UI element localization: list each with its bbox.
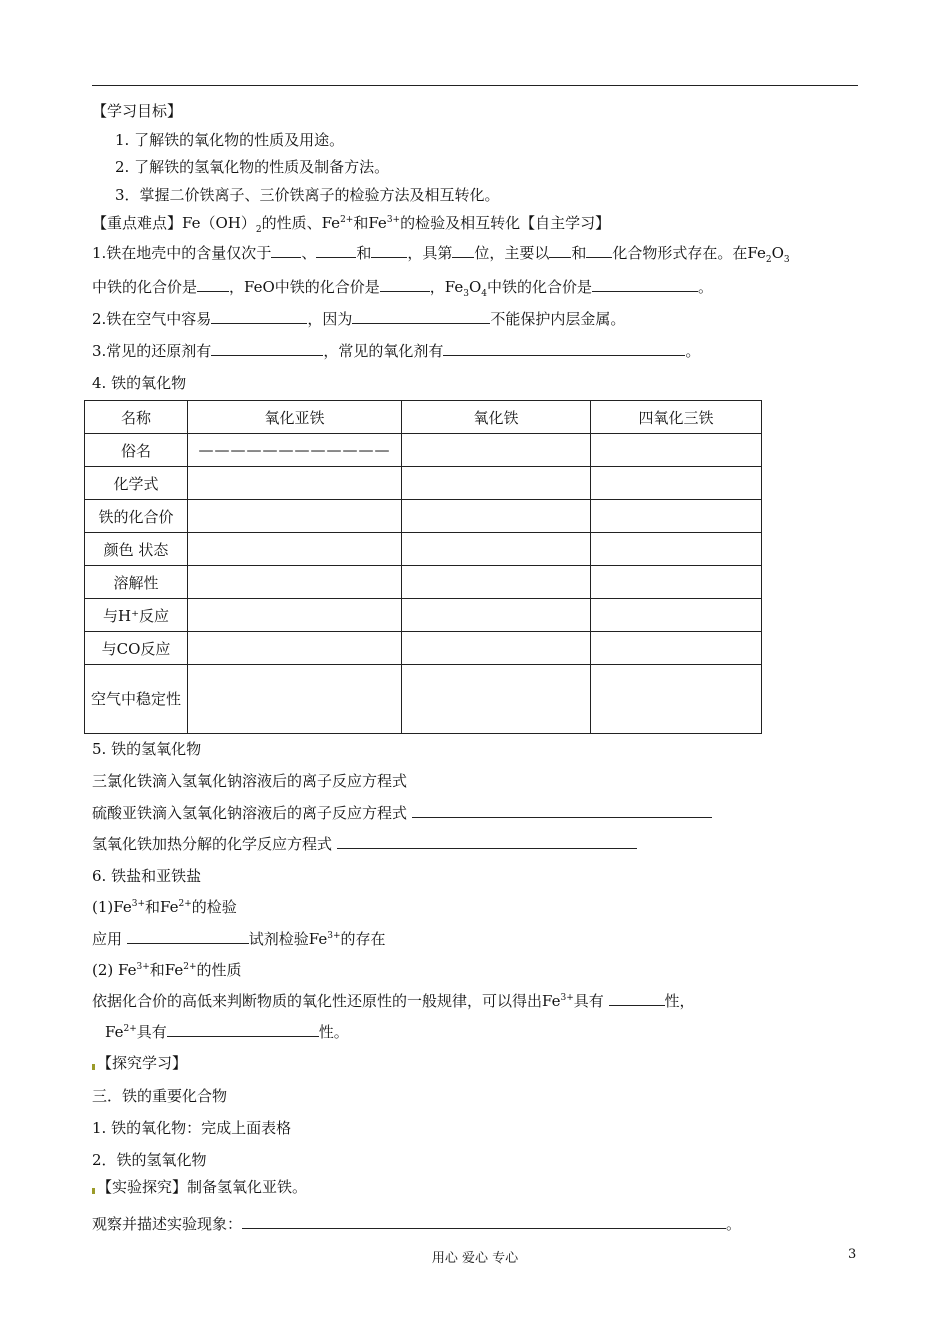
table-cell[interactable] [188, 632, 402, 665]
equation-1: 三氯化铁滴入氢氧化钠溶液后的离子反应方程式 [92, 772, 408, 790]
page-number: 3 [848, 1247, 857, 1262]
table-row [85, 599, 762, 632]
marker-icon [92, 1188, 95, 1194]
table-cell[interactable] [402, 533, 591, 566]
table-cell[interactable] [591, 665, 762, 734]
answer-blank[interactable] [242, 1214, 726, 1229]
row-label: 化学式 [85, 467, 188, 500]
question-4-title: 4. 铁的氧化物 [92, 374, 187, 392]
table-cell[interactable] [402, 467, 591, 500]
answer-blank[interactable] [271, 243, 301, 258]
table-cell[interactable] [591, 467, 762, 500]
answer-blank[interactable] [586, 243, 612, 258]
header-rule [92, 85, 858, 86]
question-1-line-2: 中铁的化合价是 ，FeO中铁的化合价是 ，$Fe_3O_4$中铁的化合价是 。 [92, 278, 714, 299]
table-row [85, 566, 762, 599]
table-cell[interactable] [402, 566, 591, 599]
answer-blank[interactable] [609, 991, 665, 1006]
answer-blank[interactable] [592, 277, 698, 292]
row-label: 与CO反应 [85, 632, 188, 665]
answer-blank[interactable] [211, 309, 307, 324]
answer-blank[interactable] [337, 834, 637, 849]
reagent-line: 应用 试剂检验$Fe^{3+}$的存在 [92, 930, 386, 948]
question-2: 2.铁在空气中容易 ，因为 不能保护内层金属。 [92, 310, 626, 328]
equation-3: 氢氧化铁加热分解的化学反应方程式 [92, 834, 637, 854]
table-cell[interactable] [591, 434, 762, 467]
table-cell[interactable] [402, 665, 591, 734]
goal-item-1: 1. 了解铁的氧化物的性质及用途。 [115, 131, 345, 149]
explore-item-1: 1. 铁的氧化物：完成上面表格 [92, 1119, 292, 1137]
table-cell[interactable] [402, 599, 591, 632]
table-cell[interactable] [188, 566, 402, 599]
table-cell[interactable] [188, 665, 402, 734]
table-cell[interactable] [402, 434, 591, 467]
marker-icon [92, 1064, 95, 1070]
table-cell[interactable] [402, 500, 591, 533]
observation-line: 观察并描述实验现象： 。 [92, 1215, 742, 1233]
row-label: 颜色 状态 [85, 533, 188, 566]
footer-motto: 用心 爱心 专心 [431, 1251, 519, 1266]
row-label: 空气中稳定性 [85, 665, 188, 734]
goal-item-3: 3．掌握二价铁离子、三价铁离子的检验方法及相互转化。 [115, 186, 500, 204]
table-cell[interactable] [188, 599, 402, 632]
answer-blank[interactable] [549, 243, 571, 258]
answer-blank[interactable] [452, 243, 474, 258]
table-cell[interactable] [591, 500, 762, 533]
row-label: 俗名 [85, 434, 188, 467]
answer-blank[interactable] [371, 243, 407, 258]
row-label: 铁的化合价 [85, 500, 188, 533]
table-header-cell: 氧化亚铁 [188, 401, 402, 434]
iron-oxides-table [84, 400, 762, 734]
table-cell[interactable] [188, 500, 402, 533]
explore-heading: 【探究学习】 [92, 1053, 187, 1073]
table-cell[interactable] [591, 632, 762, 665]
answer-blank[interactable] [211, 341, 323, 356]
fe2-line: $Fe^{2+}$具有 性。 [105, 1023, 349, 1041]
table-cell[interactable] [591, 533, 762, 566]
explore-item-2: 2．铁的氢氧化物 [92, 1151, 207, 1169]
question-3: 3.常见的还原剂有 ，常见的氧化剂有 。 [92, 342, 701, 360]
table-row [85, 467, 762, 500]
row-label: 与H⁺反应 [85, 599, 188, 632]
table-row [85, 665, 762, 734]
answer-blank[interactable] [167, 1022, 319, 1037]
rule-line: 依据化合价的高低来判断物质的氧化性还原性的一般规律，可以得出$Fe^{3+}$具有 性， [92, 992, 695, 1010]
answer-blank[interactable] [443, 341, 685, 356]
table-header-cell: 氧化铁 [402, 401, 591, 434]
table-row [85, 632, 762, 665]
table-row [85, 533, 762, 566]
answer-blank[interactable] [127, 929, 249, 944]
table-row [85, 434, 762, 467]
table-cell[interactable] [591, 599, 762, 632]
section-three: 三．铁的重要化合物 [92, 1087, 228, 1105]
question-5-title: 5. 铁的氢氧化物 [92, 740, 202, 758]
subsection-2: (2) $Fe^{3+}$和$Fe^{2+}$的性质 [92, 961, 242, 979]
goal-item-2: 2. 了解铁的氢氧化物的性质及制备方法。 [115, 158, 390, 176]
table-header-row [85, 401, 762, 434]
table-cell[interactable] [188, 467, 402, 500]
key-points-line: 【重点难点】$Fe(OH)_2$的性质、$Fe^{2+}$和$Fe^{3+}$的检验及相互转化【自主学习】 [92, 214, 611, 235]
answer-blank[interactable] [412, 803, 712, 818]
table-row [85, 500, 762, 533]
answer-blank[interactable] [352, 309, 490, 324]
answer-blank[interactable] [197, 277, 229, 292]
question-1-line-1: 1.铁在地壳中的含量仅次于 、 和 ，具第 位，主要以 和 化合物形式存在。在$Fe_2O_3$ [92, 244, 790, 265]
table-header-cell: 四氧化三铁 [591, 401, 762, 434]
dash-cell: ———————————— [188, 434, 402, 467]
table-cell[interactable] [188, 533, 402, 566]
answer-blank[interactable] [316, 243, 356, 258]
subsection-1: $(1)Fe^{3+}$和$Fe^{2+}$的检验 [92, 898, 237, 916]
answer-blank[interactable] [380, 277, 430, 292]
table-header-cell: 名称 [85, 401, 188, 434]
table-cell[interactable] [402, 632, 591, 665]
question-6-title: 6. 铁盐和亚铁盐 [92, 867, 202, 885]
equation-2: 硫酸亚铁滴入氢氧化钠溶液后的离子反应方程式 [92, 803, 712, 823]
row-label: 溶解性 [85, 566, 188, 599]
experiment-line: 【实验探究】制备氢氧化亚铁。 [92, 1177, 307, 1197]
table-cell[interactable] [591, 566, 762, 599]
goals-heading: 【学习目标】 [92, 102, 183, 120]
